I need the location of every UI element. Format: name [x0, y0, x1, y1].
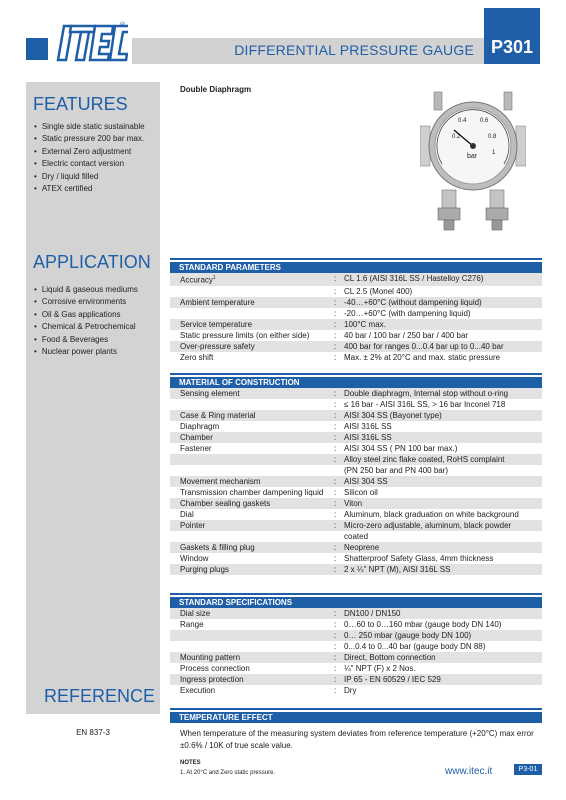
- row-value: 40 bar / 100 bar / 250 bar / 400 bar: [344, 330, 469, 340]
- row-label: Case & Ring material: [180, 411, 256, 420]
- row-value: 400 bar for ranges 0...0.4 bar up to 0...40 bar: [344, 341, 504, 351]
- table-row: Over-pressure safety : 400 bar for ranges 0...0.4 bar up to 0...40 bar: [170, 341, 542, 352]
- section-title: STANDARD SPECIFICATIONS: [170, 597, 542, 608]
- row-value: Max. ± 2% at 20°C and max. static pressure: [344, 352, 501, 362]
- row-value: -20…+60°C (with dampening liquid): [344, 308, 471, 318]
- row-label: Over-pressure safety: [180, 341, 255, 351]
- application-list: [34, 284, 138, 358]
- row-value: Aluminum, black graduation on white background: [344, 510, 519, 519]
- row-value: AISI 316L SS: [344, 422, 392, 431]
- row-label: Transmission chamber dampening liquid: [180, 488, 324, 497]
- table-row: Window : Shatterproof Safety Glass, 4mm thickness: [170, 553, 542, 564]
- table-row: Accuracy$^1$ : CL 1.6 (AISI 316L SS / Hastelloy C276): [170, 273, 542, 286]
- row-label: [170, 630, 334, 641]
- gauge-image: [420, 86, 526, 232]
- row-label: Gaskets & filling plug: [180, 543, 255, 552]
- row-label: Chamber sealing gaskets: [180, 499, 271, 508]
- reference-heading: REFERENCE: [44, 686, 156, 706]
- application-heading: APPLICATION: [33, 252, 151, 272]
- row-label: Purging plugs: [180, 565, 229, 574]
- registered-mark: ®: [120, 22, 126, 29]
- row-label: Process connection: [180, 664, 250, 673]
- application-item: • Liquid & gaseous mediums: [34, 284, 138, 296]
- row-value: 0… 250 mbar (gauge body DN 100): [344, 631, 472, 640]
- row-value: coated: [344, 532, 369, 541]
- row-label: Mounting pattern: [180, 653, 241, 662]
- feature-item: • Electric contact version: [34, 158, 145, 170]
- row-value: ¼" NPT (F) x 2 Nos.: [344, 664, 416, 673]
- parameters-table: [170, 273, 542, 363]
- table-row: Mounting pattern : Direct, Bottom connection: [170, 652, 542, 663]
- row-value: AISI 304 SS ( PN 100 bar max.): [344, 444, 458, 453]
- standard-parameters-section: [170, 258, 542, 363]
- table-row: Range : 0…60 to 0…160 mbar (gauge body DN 140): [170, 619, 542, 630]
- row-label: [170, 286, 334, 297]
- temperature-effect-text: When temperature of the measuring system deviates from reference temperature (+20°C) max error ±0.6% / 10K of true scale value.: [180, 729, 534, 750]
- page-number: P3-01: [514, 764, 542, 775]
- table-row: : -20…+60°C (with dampening liquid): [170, 308, 542, 319]
- table-row: Sensing element : Double diaphragm, Internal stop without o-ring: [170, 388, 542, 399]
- product-code-badge: [484, 8, 540, 64]
- row-label: Window: [180, 554, 209, 563]
- table-row: Fastener : AISI 304 SS ( PN 100 bar max.): [170, 443, 542, 454]
- feature-item: • Dry / liquid filled: [34, 171, 145, 183]
- header-title-bar: [132, 38, 484, 64]
- table-row: Diaphragm : AISI 316L SS: [170, 421, 542, 432]
- table-row: Process connection : ¼" NPT (F) x 2 Nos.: [170, 663, 542, 674]
- application-item: • Oil & Gas applications: [34, 309, 138, 321]
- website-link[interactable]: www.itec.it: [445, 766, 493, 777]
- row-value: ≤ 16 bar - AISI 316L SS, > 16 bar Inconel 718: [344, 400, 506, 409]
- table-row: : 0… 250 mbar (gauge body DN 100): [170, 630, 542, 641]
- product-subtitle: Double Diaphragm: [180, 85, 252, 94]
- notes-heading: NOTES: [180, 760, 201, 766]
- row-value: IP 65 - EN 60529 / IEC 529: [344, 675, 441, 684]
- row-label: Range: [180, 620, 204, 629]
- temperature-section: [170, 708, 542, 723]
- table-row: Transmission chamber dampening liquid : Silicon oil: [170, 487, 542, 498]
- row-label: Zero shift: [180, 352, 214, 362]
- row-value: AISI 304 SS (Bayonet type): [344, 411, 442, 420]
- row-label: Pointer: [180, 521, 206, 530]
- table-row: Case & Ring material : AISI 304 SS (Bayonet type): [170, 410, 542, 421]
- table-row: Ambient temperature : -40…+60°C (without dampening liquid): [170, 297, 542, 308]
- table-row: Purging plugs : 2 x ¼" NPT (M), AISI 316L SS: [170, 564, 542, 575]
- row-value: Neoprene: [344, 543, 380, 552]
- itec-logo: [26, 20, 128, 70]
- row-value: DN100 / DN150: [344, 609, 401, 618]
- table-row: : ≤ 16 bar - AISI 316L SS, > 16 bar Inconel 718: [170, 399, 542, 410]
- row-value: Alloy steel zinc flake coated, RoHS complaint: [344, 455, 505, 464]
- feature-item: • Single side static sustainable: [34, 121, 145, 133]
- row-label: Execution: [180, 686, 216, 695]
- table-row: : CL 2.5 (Monel 400): [170, 286, 542, 297]
- row-value: Direct, Bottom connection: [344, 653, 436, 662]
- gauge-tick-label: 0.2: [452, 134, 461, 140]
- table-row: Service temperature : 100°C max.: [170, 319, 542, 330]
- features-list: [34, 121, 145, 195]
- page-title: DIFFERENTIAL PRESSURE GAUGE: [234, 42, 474, 58]
- specifications-table: [170, 608, 542, 696]
- row-label: Diaphragm: [180, 422, 220, 431]
- row-label: Chamber: [180, 433, 213, 442]
- material-table: [170, 388, 542, 575]
- row-value: 2 x ¼" NPT (M), AISI 316L SS: [344, 565, 451, 574]
- table-row: Dial : Aluminum, black graduation on white background: [170, 509, 542, 520]
- row-label: Accuracy$^1$: [180, 275, 216, 285]
- row-label: Dial: [180, 510, 194, 519]
- row-value: Dry: [344, 686, 357, 695]
- row-value: Shatterproof Safety Glass, 4mm thickness: [344, 554, 494, 563]
- feature-item: • Static pressure 200 bar max.: [34, 133, 145, 145]
- row-label: [170, 308, 334, 319]
- row-value: Silicon oil: [344, 488, 378, 497]
- table-row: [170, 465, 542, 476]
- row-label: Service temperature: [180, 319, 253, 329]
- row-value: AISI 304 SS: [344, 477, 388, 486]
- row-label: [170, 531, 334, 542]
- section-title: TEMPERATURE EFFECT: [170, 712, 542, 723]
- section-title: STANDARD PARAMETERS: [170, 262, 542, 273]
- table-row: Ingress protection : IP 65 - EN 60529 / IEC 529: [170, 674, 542, 685]
- gauge-tick-label: 0.8: [488, 134, 497, 140]
- row-value: AISI 316L SS: [344, 433, 392, 442]
- section-title: MATERIAL OF CONSTRUCTION: [170, 377, 542, 388]
- row-label: Ingress protection: [180, 675, 244, 684]
- gauge-unit: bar: [467, 153, 478, 160]
- row-value: 0...0.4 to 0...40 bar (gauge body DN 88): [344, 642, 486, 651]
- application-item: • Nuclear power plants: [34, 346, 138, 358]
- table-row: Chamber : AISI 316L SS: [170, 432, 542, 443]
- table-row: Pointer : Micro-zero adjustable, aluminum, black powder: [170, 520, 542, 531]
- sidebar: [26, 82, 160, 714]
- row-label: Sensing element: [180, 389, 240, 398]
- row-label: Movement mechanism: [180, 477, 261, 486]
- product-code: P301: [490, 37, 534, 57]
- row-label: Static pressure limits (on either side): [180, 330, 310, 340]
- row-value: Micro-zero adjustable, aluminum, black powder: [344, 521, 512, 530]
- table-row: : 0...0.4 to 0...40 bar (gauge body DN 88): [170, 641, 542, 652]
- application-item: • Chemical & Petrochemical: [34, 321, 138, 333]
- row-value: -40…+60°C (without dampening liquid): [344, 297, 482, 307]
- row-value: CL 1.6 (AISI 316L SS / Hastelloy C276): [344, 274, 484, 283]
- row-value: CL 2.5 (Monel 400): [344, 286, 413, 296]
- table-row: Static pressure limits (on either side) : 40 bar / 100 bar / 250 bar / 400 bar: [170, 330, 542, 341]
- features-heading: FEATURES: [33, 94, 128, 114]
- row-value: 100°C max.: [344, 319, 386, 329]
- row-label: Ambient temperature: [180, 297, 255, 307]
- application-item: • Food & Beverages: [34, 334, 138, 346]
- note-item: 1. At 20°C and Zero static pressure.: [180, 770, 276, 776]
- table-row: Dial size : DN100 / DN150: [170, 608, 542, 619]
- row-label: [170, 454, 334, 465]
- row-label: [170, 465, 334, 476]
- row-label: [170, 399, 334, 410]
- row-value: 0…60 to 0…160 mbar (gauge body DN 140): [344, 620, 502, 629]
- table-row: Movement mechanism : AISI 304 SS: [170, 476, 542, 487]
- gauge-tick-label: 0.4: [458, 118, 467, 124]
- reference-value: EN 837-3: [76, 728, 110, 737]
- table-row: Gaskets & filling plug : Neoprene: [170, 542, 542, 553]
- gauge-tick-label: 1: [492, 150, 496, 156]
- table-row: Execution : Dry: [170, 685, 542, 696]
- application-item: • Corrosive environments: [34, 296, 138, 308]
- row-label: [170, 641, 334, 652]
- gauge-tick-label: 0.6: [480, 118, 489, 124]
- material-section: [170, 373, 542, 575]
- row-label: Fastener: [180, 444, 212, 453]
- row-value: Viton: [344, 499, 363, 508]
- table-row: : Alloy steel zinc flake coated, RoHS complaint: [170, 454, 542, 465]
- specifications-section: [170, 593, 542, 696]
- table-row: Chamber sealing gaskets : Viton: [170, 498, 542, 509]
- table-row: [170, 531, 542, 542]
- row-value: (PN 250 bar and PN 400 bar): [344, 466, 449, 475]
- row-label: Dial size: [180, 609, 211, 618]
- feature-item: • External Zero adjustment: [34, 146, 145, 158]
- feature-item: • ATEX certified: [34, 183, 145, 195]
- table-row: Zero shift : Max. ± 2% at 20°C and max. static pressure: [170, 352, 542, 363]
- row-value: Double diaphragm, Internal stop without o-ring: [344, 389, 509, 398]
